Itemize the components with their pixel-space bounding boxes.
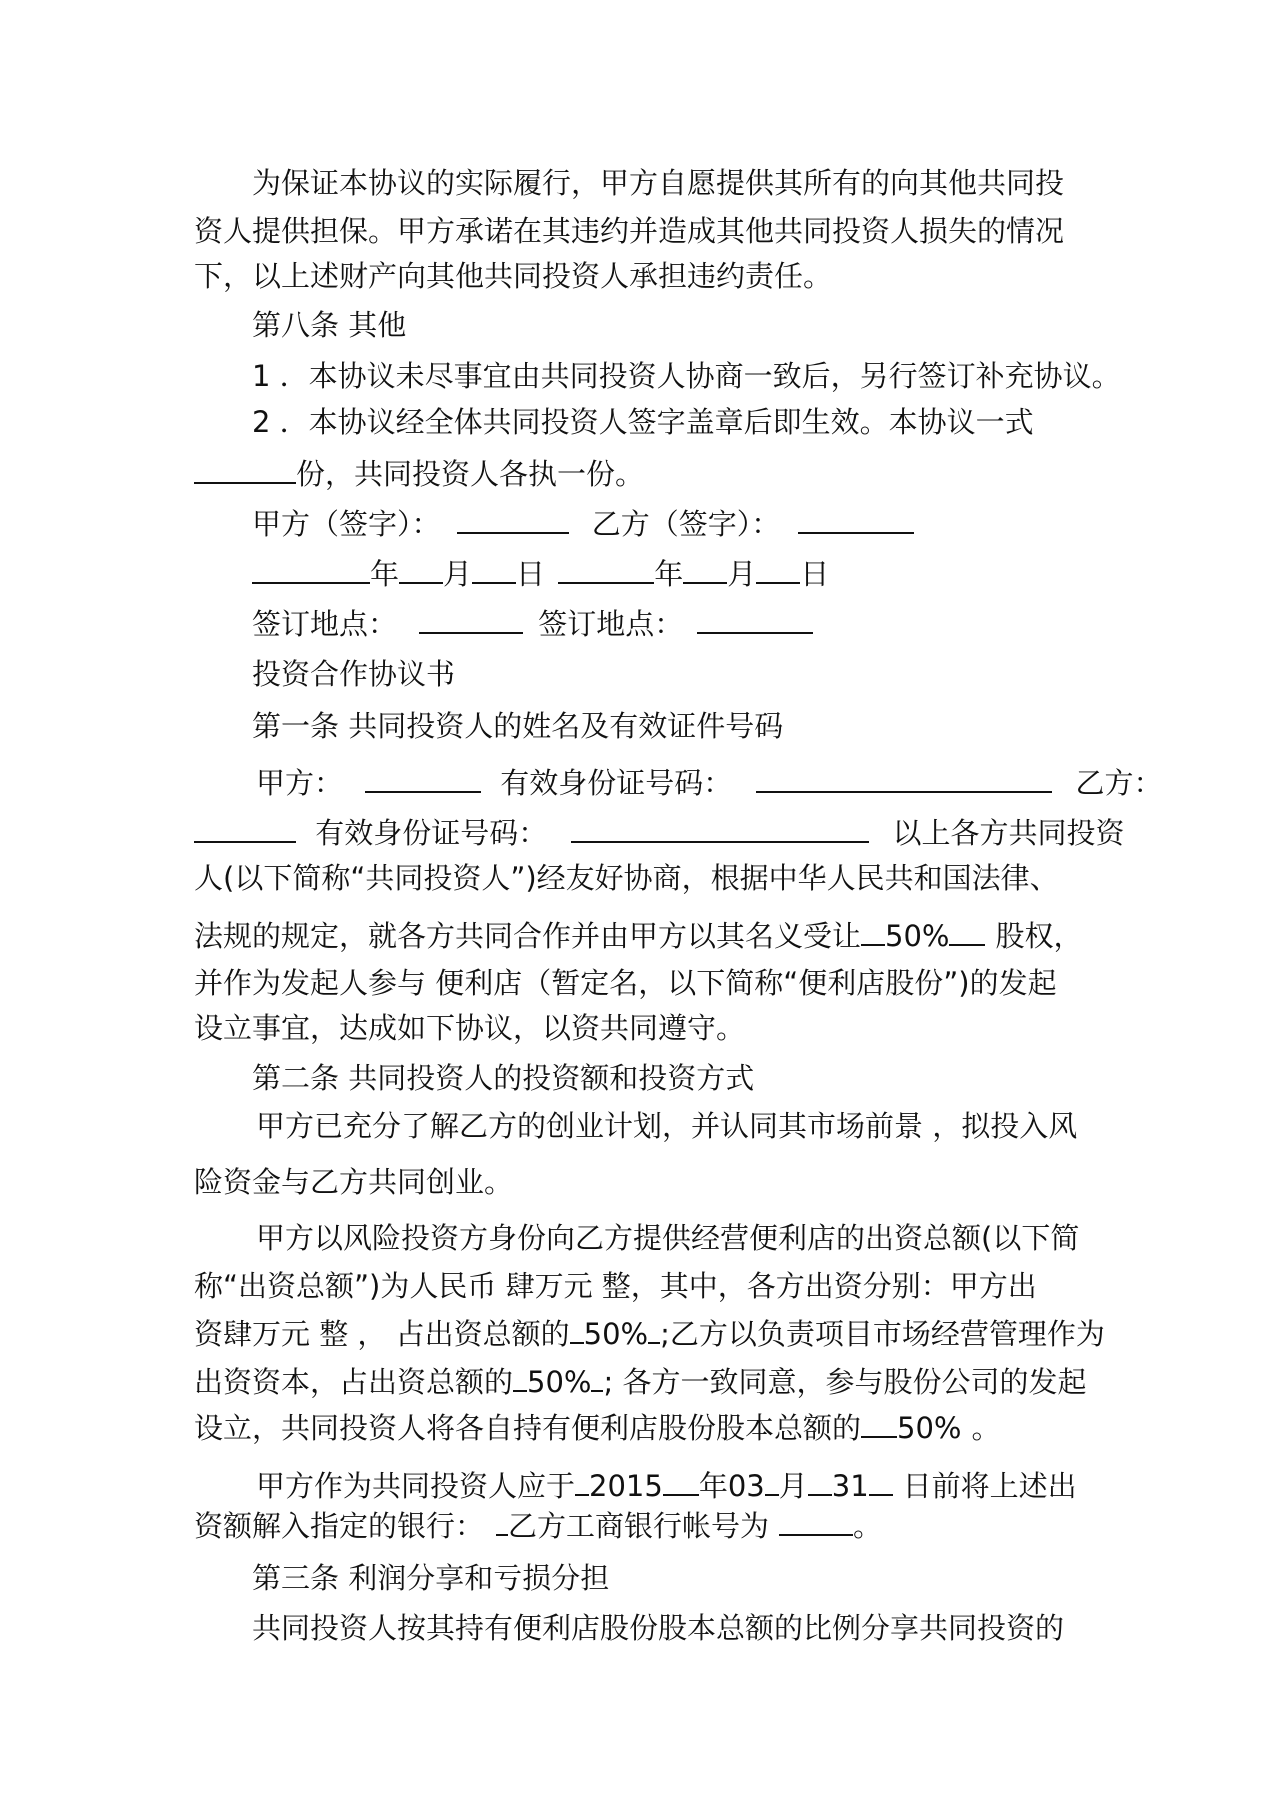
article-heading: 第一条 共同投资人的姓名及有效证件号码 bbox=[252, 709, 784, 743]
month-label: 月 bbox=[727, 557, 757, 591]
para-line bbox=[194, 1508, 882, 1544]
place-label: 签订地点： bbox=[538, 607, 684, 641]
year-label: 年 bbox=[370, 557, 400, 591]
month-blank bbox=[399, 556, 443, 584]
blank bbox=[648, 1316, 660, 1344]
para-line: 共同投资人按其持有便利店股份股本总额的比例分享共同投资的 bbox=[252, 1611, 1065, 1645]
party-line bbox=[194, 815, 1124, 851]
month-label: 月 bbox=[443, 557, 473, 591]
day-label: 日 bbox=[516, 557, 546, 591]
blank bbox=[575, 1468, 589, 1496]
id-label: 有效身份证号码： bbox=[500, 766, 733, 800]
para-text: 出资资本，占出资总额的 bbox=[194, 1365, 514, 1399]
para-text: ;乙方以负责项目市场经营管理作为 bbox=[660, 1317, 1105, 1351]
blank bbox=[591, 1364, 603, 1392]
year-blank bbox=[558, 556, 654, 584]
para-text: 设立，共同投资人将各自持有便利店股份股本总额的 bbox=[194, 1411, 862, 1445]
para-line: 并作为发起人参与 便利店（暂定名，以下简称“便利店股份”)的发起 bbox=[194, 966, 1057, 1000]
party-b-label: 乙方： bbox=[1075, 766, 1163, 800]
month-label: 月 bbox=[778, 1469, 808, 1503]
para-line: 设立事宜，达成如下协议，以资共同遵守。 bbox=[194, 1011, 746, 1045]
party-a-sign-blank bbox=[457, 506, 569, 534]
article-heading: 第三条 利润分享和亏损分担 bbox=[252, 1561, 610, 1595]
para-text: 法规的规定，就各方共同合作并由甲方以其名义受让 bbox=[194, 919, 862, 953]
para-line: 下，以上述财产向其他共同投资人承担违约责任。 bbox=[194, 259, 833, 293]
party-b-blank bbox=[194, 815, 296, 843]
place-blank bbox=[419, 606, 523, 634]
party-b-sign-blank bbox=[798, 506, 914, 534]
blank bbox=[513, 1364, 527, 1392]
para-text: 。 bbox=[853, 1509, 883, 1543]
blank bbox=[663, 1468, 699, 1496]
para-line bbox=[194, 1410, 1001, 1446]
bank-text: 乙方工商银行帐号为 bbox=[508, 1509, 770, 1543]
place-row bbox=[252, 606, 813, 642]
place-blank bbox=[697, 606, 813, 634]
para-line: 为保证本协议的实际履行，甲方自愿提供其所有的向其他共同投 bbox=[252, 166, 1065, 200]
para-line: 甲方已充分了解乙方的创业计划，并认同其市场前景 ，拟投入风 bbox=[256, 1109, 1078, 1143]
blank bbox=[861, 1410, 897, 1438]
payment-month: 03 bbox=[727, 1469, 765, 1503]
para-text: 。 bbox=[971, 1411, 1001, 1445]
day-blank bbox=[472, 556, 516, 584]
blank bbox=[869, 1468, 893, 1496]
year-label: 年 bbox=[654, 557, 684, 591]
payment-day: 31 bbox=[831, 1469, 869, 1503]
day-label: 日 bbox=[800, 557, 830, 591]
copies-blank bbox=[194, 456, 296, 484]
list-item-continuation bbox=[194, 456, 644, 492]
id-label: 有效身份证号码： bbox=[315, 816, 548, 850]
blank bbox=[765, 1468, 779, 1496]
party-line bbox=[256, 765, 1162, 801]
list-item: 1 ．本协议未尽事宜由共同投资人协商一致后，另行签订补充协议。 bbox=[252, 359, 1121, 393]
blank bbox=[496, 1508, 508, 1536]
para-text: 股权， bbox=[995, 919, 1083, 953]
para-line bbox=[194, 918, 1083, 954]
para-line: 人(以下简称“共同投资人”)经友好协商，根据中华人民共和国法律、 bbox=[194, 861, 1059, 895]
share-percent: 50% bbox=[583, 1317, 649, 1351]
article-heading: 第二条 共同投资人的投资额和投资方式 bbox=[252, 1061, 755, 1095]
day-blank bbox=[756, 556, 800, 584]
blank bbox=[570, 1316, 584, 1344]
copies-text: 份，共同投资人各执一份。 bbox=[296, 457, 645, 491]
party-b-sign-label: 乙方（签字）： bbox=[591, 507, 781, 541]
party-a-label: 甲方： bbox=[256, 766, 344, 800]
party-a-sign-label: 甲方（签字）： bbox=[252, 507, 441, 541]
month-blank bbox=[683, 556, 727, 584]
place-label: 签订地点： bbox=[252, 607, 398, 641]
date-row bbox=[252, 556, 829, 592]
party-a-blank bbox=[365, 765, 481, 793]
para-line: 称“出资总额”)为人民币 肆万元 整，其中，各方出资分别：甲方出 bbox=[194, 1269, 1037, 1303]
para-text: 甲方作为共同投资人应于 bbox=[256, 1469, 576, 1503]
list-item: 2 ．本协议经全体共同投资人签字盖章后即生效。本协议一式 bbox=[252, 405, 1034, 439]
para-line: 险资金与乙方共同创业。 bbox=[194, 1165, 514, 1199]
id-blank bbox=[756, 765, 1052, 793]
signature-row bbox=[252, 506, 914, 542]
blank bbox=[949, 918, 985, 946]
para-text: 以上各方共同投资 bbox=[892, 816, 1125, 850]
para-text: 资肆万元 整 ， 占出资总额的 bbox=[194, 1317, 570, 1351]
para-text: ; 各方一致同意，参与股份公司的发起 bbox=[603, 1365, 1087, 1399]
para-line: 资人提供担保。甲方承诺在其违约并造成其他共同投资人损失的情况 bbox=[194, 214, 1065, 248]
year-blank bbox=[252, 556, 370, 584]
payment-year: 2015 bbox=[589, 1469, 663, 1503]
para-text: 日前将上述出 bbox=[902, 1469, 1077, 1503]
document-title: 投资合作协议书 bbox=[252, 657, 456, 691]
blank bbox=[861, 918, 885, 946]
share-percent: 50% bbox=[885, 919, 950, 953]
para-line bbox=[194, 1316, 1105, 1352]
para-line: 甲方以风险投资方身份向乙方提供经营便利店的出资总额(以下简 bbox=[256, 1221, 1080, 1255]
id-blank bbox=[571, 815, 869, 843]
para-text: 资额解入指定的银行： bbox=[194, 1509, 485, 1543]
para-line bbox=[256, 1468, 1077, 1504]
share-percent: 50% bbox=[897, 1411, 962, 1445]
account-blank bbox=[779, 1508, 853, 1536]
year-label: 年 bbox=[698, 1469, 728, 1503]
article-heading: 第八条 其他 bbox=[252, 308, 407, 342]
share-percent: 50% bbox=[527, 1365, 592, 1399]
para-line bbox=[194, 1364, 1086, 1400]
blank bbox=[808, 1468, 832, 1496]
